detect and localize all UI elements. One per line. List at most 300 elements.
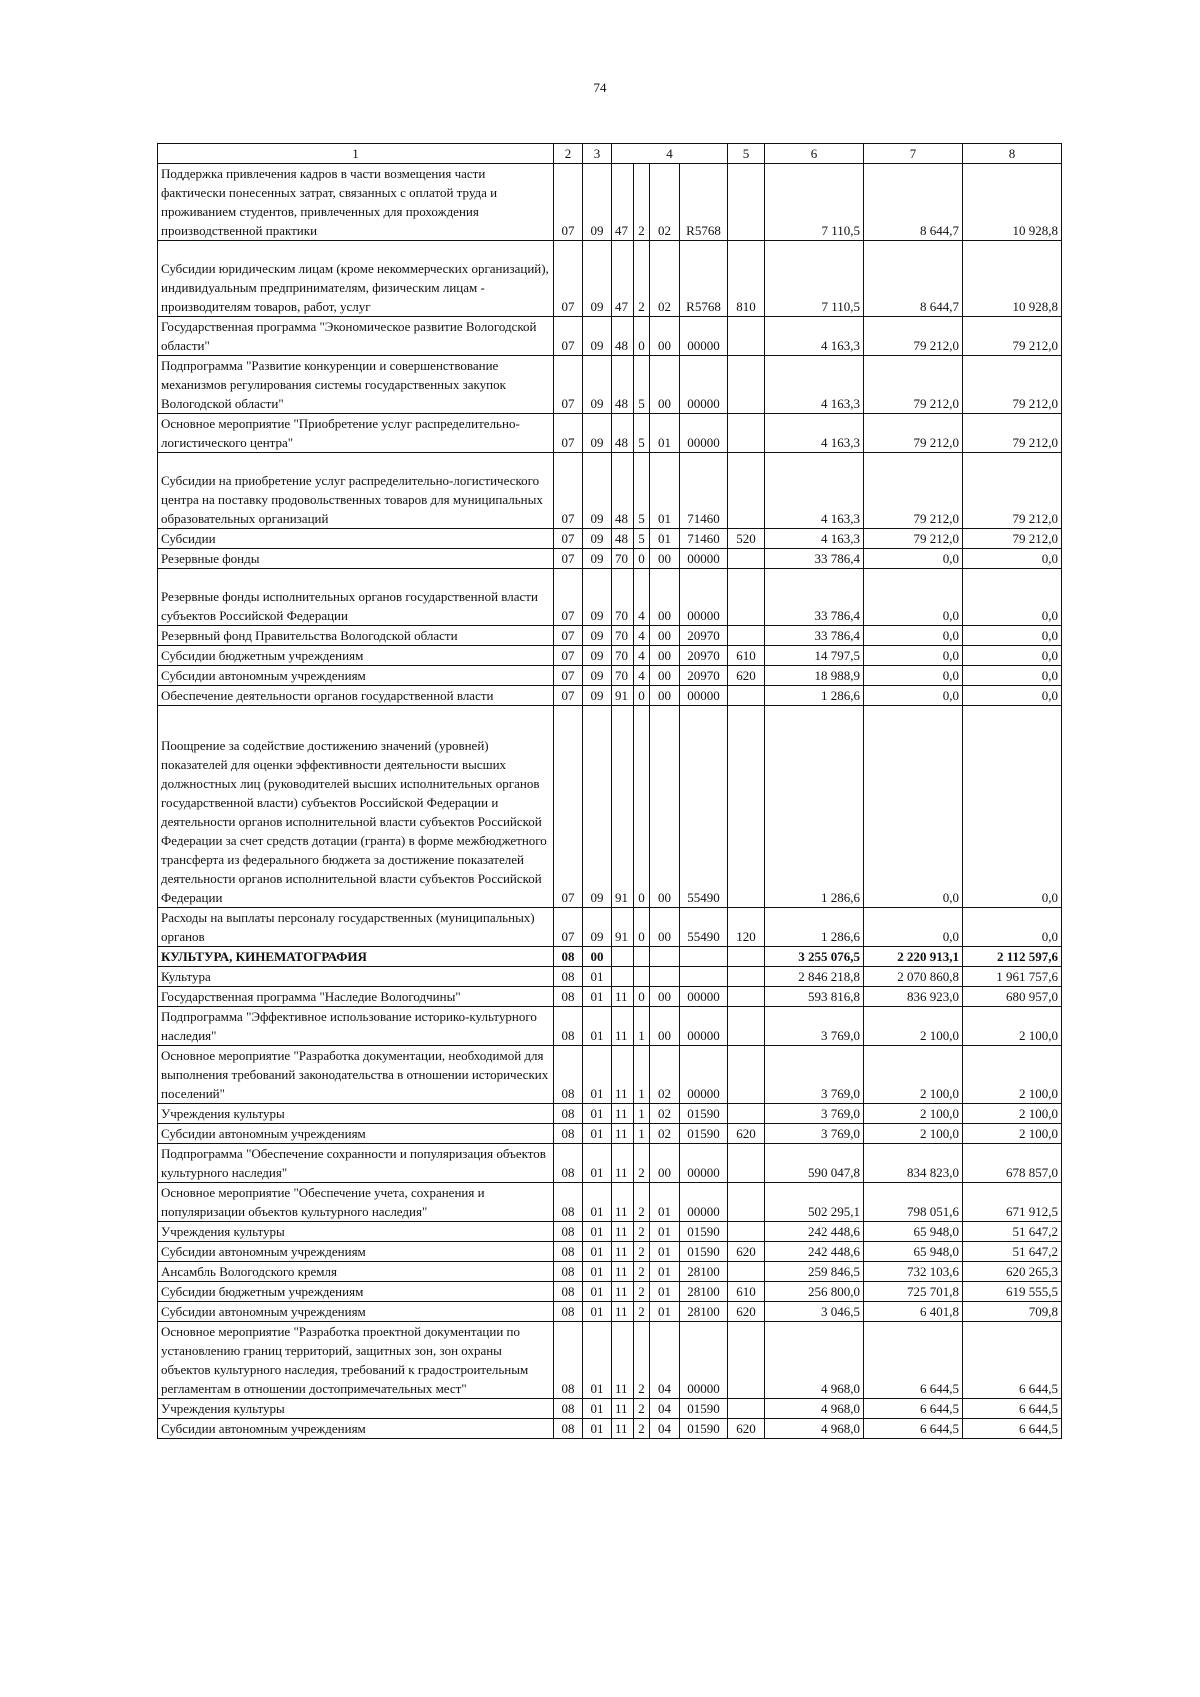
row-section: 07 (554, 241, 583, 317)
row-subprogram: 0 (634, 987, 650, 1007)
row-name: Расходы на выплаты персоналу государственных (муниципальных) органов (158, 908, 554, 947)
row-subsection: 09 (583, 317, 612, 356)
row-amount-year-1: 4 163,3 (765, 356, 864, 414)
row-program: 48 (612, 529, 634, 549)
table-row (158, 241, 1062, 317)
row-subsection: 01 (583, 1399, 612, 1419)
row-amount-year-2: 79 212,0 (864, 529, 963, 549)
row-direction: 00 (650, 666, 680, 686)
row-expense-code: 00000 (680, 356, 728, 414)
row-direction: 01 (650, 1183, 680, 1222)
row-amount-year-1: 3 769,0 (765, 1007, 864, 1046)
table-row (158, 987, 1062, 1007)
row-amount-year-2: 6 401,8 (864, 1302, 963, 1322)
table-row (158, 1007, 1062, 1046)
table-row (158, 1419, 1062, 1439)
row-amount-year-3: 6 644,5 (963, 1322, 1062, 1399)
row-amount-year-2: 834 823,0 (864, 1144, 963, 1183)
row-expense-type: 520 (728, 529, 765, 549)
row-expense-type (728, 1183, 765, 1222)
row-subsection: 09 (583, 164, 612, 241)
row-section: 08 (554, 1222, 583, 1242)
row-direction: 04 (650, 1399, 680, 1419)
row-amount-year-3: 10 928,8 (963, 241, 1062, 317)
row-subsection: 09 (583, 908, 612, 947)
row-subprogram: 5 (634, 529, 650, 549)
row-expense-code: 28100 (680, 1262, 728, 1282)
row-amount-year-3: 6 644,5 (963, 1399, 1062, 1419)
row-expense-code: 71460 (680, 453, 728, 529)
row-amount-year-3: 680 957,0 (963, 987, 1062, 1007)
row-expense-type (728, 1222, 765, 1242)
row-amount-year-2: 0,0 (864, 706, 963, 908)
row-subsection: 09 (583, 241, 612, 317)
row-expense-code: R5768 (680, 164, 728, 241)
row-amount-year-2: 79 212,0 (864, 414, 963, 453)
row-subprogram: 5 (634, 453, 650, 529)
row-expense-type (728, 1104, 765, 1124)
row-name: Основное мероприятие "Обеспечение учета, сохранения и популяризации объектов культурного наследия" (158, 1183, 554, 1222)
row-program: 70 (612, 646, 634, 666)
row-expense-code: 00000 (680, 1046, 728, 1104)
row-amount-year-3: 620 265,3 (963, 1262, 1062, 1282)
row-subsection: 09 (583, 453, 612, 529)
row-direction: 00 (650, 686, 680, 706)
row-amount-year-3: 0,0 (963, 646, 1062, 666)
row-expense-code: 20970 (680, 666, 728, 686)
row-subsection: 01 (583, 1262, 612, 1282)
row-expense-type: 620 (728, 1242, 765, 1262)
row-amount-year-3: 6 644,5 (963, 1419, 1062, 1439)
row-name: Государственная программа "Наследие Вологодчины" (158, 987, 554, 1007)
row-expense-code: 20970 (680, 646, 728, 666)
row-amount-year-2: 0,0 (864, 666, 963, 686)
row-program: 70 (612, 549, 634, 569)
row-program: 11 (612, 1262, 634, 1282)
row-amount-year-1: 3 255 076,5 (765, 947, 864, 967)
row-amount-year-2: 0,0 (864, 626, 963, 646)
row-subprogram (634, 967, 650, 987)
row-subprogram: 2 (634, 241, 650, 317)
row-expense-code: 01590 (680, 1104, 728, 1124)
row-program (612, 967, 634, 987)
row-amount-year-3: 1 961 757,6 (963, 967, 1062, 987)
row-amount-year-1: 1 286,6 (765, 908, 864, 947)
row-expense-code: 00000 (680, 1144, 728, 1183)
row-subsection: 09 (583, 706, 612, 908)
row-amount-year-1: 590 047,8 (765, 1144, 864, 1183)
row-program: 11 (612, 1144, 634, 1183)
row-direction: 01 (650, 414, 680, 453)
row-name: Основное мероприятие "Приобретение услуг распределительно-логистического центра" (158, 414, 554, 453)
row-section: 08 (554, 1183, 583, 1222)
row-subsection: 09 (583, 626, 612, 646)
row-section: 08 (554, 1399, 583, 1419)
table-row (158, 1322, 1062, 1399)
row-amount-year-3: 51 647,2 (963, 1222, 1062, 1242)
row-amount-year-1: 502 295,1 (765, 1183, 864, 1222)
row-expense-code: 55490 (680, 908, 728, 947)
row-amount-year-3: 79 212,0 (963, 453, 1062, 529)
row-subprogram: 0 (634, 706, 650, 908)
row-amount-year-1: 593 816,8 (765, 987, 864, 1007)
header-col-5: 5 (728, 144, 765, 164)
row-subsection: 01 (583, 987, 612, 1007)
row-expense-type (728, 1399, 765, 1419)
row-expense-code: 00000 (680, 686, 728, 706)
row-subprogram: 0 (634, 686, 650, 706)
row-expense-type: 620 (728, 666, 765, 686)
row-name: Субсидии бюджетным учреждениям (158, 1282, 554, 1302)
row-section: 08 (554, 1282, 583, 1302)
row-amount-year-1: 242 448,6 (765, 1242, 864, 1262)
table-row (158, 549, 1062, 569)
row-amount-year-1: 1 286,6 (765, 686, 864, 706)
row-amount-year-2: 8 644,7 (864, 164, 963, 241)
page-number: 74 (593, 80, 607, 95)
row-expense-type (728, 453, 765, 529)
budget-table (157, 143, 1062, 1439)
row-name: Субсидии автономным учреждениям (158, 1124, 554, 1144)
row-program: 11 (612, 1124, 634, 1144)
row-subsection: 01 (583, 1007, 612, 1046)
row-amount-year-2: 6 644,5 (864, 1399, 963, 1419)
row-subprogram: 2 (634, 1322, 650, 1399)
row-expense-type (728, 686, 765, 706)
row-name: КУЛЬТУРА, КИНЕМАТОГРАФИЯ (158, 947, 554, 967)
row-amount-year-3: 0,0 (963, 549, 1062, 569)
row-amount-year-2: 79 212,0 (864, 317, 963, 356)
row-name: Ансамбль Вологодского кремля (158, 1262, 554, 1282)
row-program: 48 (612, 453, 634, 529)
row-expense-code: 28100 (680, 1302, 728, 1322)
row-amount-year-1: 4 968,0 (765, 1322, 864, 1399)
row-amount-year-1: 4 163,3 (765, 453, 864, 529)
row-amount-year-2: 6 644,5 (864, 1419, 963, 1439)
table-row (158, 453, 1062, 529)
row-expense-type (728, 317, 765, 356)
row-section: 08 (554, 1007, 583, 1046)
row-name: Основное мероприятие "Разработка проектной документации по установлению границ территорий, защитных зон, зон охраны объектов культурного наследия, требований к градостроительным регламентам в отношении достопримечательных мест" (158, 1322, 554, 1399)
row-amount-year-3: 619 555,5 (963, 1282, 1062, 1302)
row-expense-code: 00000 (680, 1007, 728, 1046)
row-name: Субсидии (158, 529, 554, 549)
row-amount-year-1: 4 163,3 (765, 414, 864, 453)
row-name: Учреждения культуры (158, 1222, 554, 1242)
row-direction: 00 (650, 356, 680, 414)
row-name: Государственная программа "Экономическое развитие Вологодской области" (158, 317, 554, 356)
row-amount-year-1: 33 786,4 (765, 549, 864, 569)
row-amount-year-3: 79 212,0 (963, 356, 1062, 414)
row-section: 08 (554, 967, 583, 987)
row-name: Подпрограмма "Обеспечение сохранности и популяризация объектов культурного наследия" (158, 1144, 554, 1183)
row-subprogram: 1 (634, 1007, 650, 1046)
table-row (158, 967, 1062, 987)
row-subsection: 09 (583, 646, 612, 666)
row-expense-type (728, 414, 765, 453)
table-row (158, 666, 1062, 686)
row-name: Культура (158, 967, 554, 987)
table-row (158, 1282, 1062, 1302)
row-expense-code: 20970 (680, 626, 728, 646)
row-amount-year-1: 14 797,5 (765, 646, 864, 666)
row-amount-year-1: 256 800,0 (765, 1282, 864, 1302)
row-amount-year-3: 79 212,0 (963, 529, 1062, 549)
row-amount-year-1: 3 769,0 (765, 1046, 864, 1104)
row-subsection: 01 (583, 1322, 612, 1399)
row-expense-type (728, 706, 765, 908)
row-expense-type (728, 947, 765, 967)
row-subprogram: 2 (634, 1419, 650, 1439)
row-program: 70 (612, 666, 634, 686)
row-section: 07 (554, 549, 583, 569)
row-section: 08 (554, 1144, 583, 1183)
row-subprogram: 5 (634, 356, 650, 414)
row-program: 47 (612, 241, 634, 317)
row-amount-year-1: 4 968,0 (765, 1419, 864, 1439)
row-section: 08 (554, 947, 583, 967)
row-amount-year-2: 79 212,0 (864, 453, 963, 529)
row-amount-year-3: 0,0 (963, 908, 1062, 947)
row-expense-type (728, 1322, 765, 1399)
row-subprogram: 5 (634, 414, 650, 453)
row-program: 11 (612, 1007, 634, 1046)
table-row (158, 1399, 1062, 1419)
row-program: 91 (612, 686, 634, 706)
table-row (158, 1242, 1062, 1262)
row-subsection: 01 (583, 1183, 612, 1222)
row-direction: 00 (650, 908, 680, 947)
row-amount-year-2: 798 051,6 (864, 1183, 963, 1222)
row-amount-year-3: 671 912,5 (963, 1183, 1062, 1222)
row-amount-year-2: 836 923,0 (864, 987, 963, 1007)
row-amount-year-2: 0,0 (864, 646, 963, 666)
row-amount-year-3: 10 928,8 (963, 164, 1062, 241)
header-col-3: 3 (583, 144, 612, 164)
row-amount-year-1: 7 110,5 (765, 241, 864, 317)
row-section: 07 (554, 414, 583, 453)
row-amount-year-2: 65 948,0 (864, 1222, 963, 1242)
row-direction: 00 (650, 626, 680, 646)
row-program: 11 (612, 1222, 634, 1242)
row-section: 08 (554, 1262, 583, 1282)
row-program: 11 (612, 1399, 634, 1419)
row-amount-year-3: 79 212,0 (963, 317, 1062, 356)
row-subprogram: 1 (634, 1124, 650, 1144)
row-expense-type (728, 967, 765, 987)
table-row (158, 1144, 1062, 1183)
row-amount-year-1: 3 046,5 (765, 1302, 864, 1322)
row-name: Резервные фонды (158, 549, 554, 569)
row-section: 07 (554, 908, 583, 947)
row-subsection: 01 (583, 1124, 612, 1144)
row-expense-code: 01590 (680, 1124, 728, 1144)
row-section: 07 (554, 164, 583, 241)
table-row (158, 414, 1062, 453)
row-subprogram (634, 947, 650, 967)
header-col-6: 6 (765, 144, 864, 164)
row-subsection: 09 (583, 686, 612, 706)
row-amount-year-2: 79 212,0 (864, 356, 963, 414)
row-expense-code: 00000 (680, 1322, 728, 1399)
row-direction: 01 (650, 1222, 680, 1242)
row-amount-year-2: 6 644,5 (864, 1322, 963, 1399)
row-expense-code: 01590 (680, 1399, 728, 1419)
row-direction: 00 (650, 646, 680, 666)
row-program: 11 (612, 1242, 634, 1262)
row-section: 07 (554, 453, 583, 529)
row-subprogram: 2 (634, 1399, 650, 1419)
row-amount-year-2: 2 100,0 (864, 1046, 963, 1104)
row-subsection: 01 (583, 1104, 612, 1124)
row-expense-code: 71460 (680, 529, 728, 549)
row-subsection: 09 (583, 549, 612, 569)
row-expense-code (680, 967, 728, 987)
row-subprogram: 4 (634, 666, 650, 686)
row-amount-year-2: 2 100,0 (864, 1104, 963, 1124)
row-expense-type (728, 626, 765, 646)
row-name: Обеспечение деятельности органов государственной власти (158, 686, 554, 706)
row-subsection: 00 (583, 947, 612, 967)
row-name: Основное мероприятие "Разработка документации, необходимой для выполнения требований законодательства в отношении исторических поселений" (158, 1046, 554, 1104)
row-section: 08 (554, 1302, 583, 1322)
row-subprogram: 2 (634, 1144, 650, 1183)
row-program: 48 (612, 317, 634, 356)
row-amount-year-2: 2 070 860,8 (864, 967, 963, 987)
row-expense-type (728, 1144, 765, 1183)
row-amount-year-1: 259 846,5 (765, 1262, 864, 1282)
row-direction: 00 (650, 549, 680, 569)
row-direction: 01 (650, 453, 680, 529)
table-row (158, 1302, 1062, 1322)
row-direction: 01 (650, 1262, 680, 1282)
row-amount-year-3: 709,8 (963, 1302, 1062, 1322)
row-amount-year-2: 0,0 (864, 569, 963, 626)
row-program: 11 (612, 1104, 634, 1124)
header-col-2: 2 (554, 144, 583, 164)
row-direction: 01 (650, 1302, 680, 1322)
row-section: 08 (554, 1124, 583, 1144)
row-section: 08 (554, 1419, 583, 1439)
row-subsection: 01 (583, 1046, 612, 1104)
header-col-8: 8 (963, 144, 1062, 164)
table-row (158, 317, 1062, 356)
table-row (158, 1046, 1062, 1104)
row-amount-year-1: 1 286,6 (765, 706, 864, 908)
row-program: 11 (612, 1183, 634, 1222)
row-section: 07 (554, 686, 583, 706)
row-subsection: 01 (583, 1222, 612, 1242)
row-section: 08 (554, 987, 583, 1007)
row-subprogram: 2 (634, 164, 650, 241)
table-row (158, 686, 1062, 706)
row-name: Субсидии юридическим лицам (кроме некоммерческих организаций), индивидуальным предпринимателям, физическим лицам - производителям товаров, работ, услуг (158, 241, 554, 317)
row-subsection: 01 (583, 967, 612, 987)
row-amount-year-1: 33 786,4 (765, 569, 864, 626)
row-subprogram: 0 (634, 317, 650, 356)
row-subprogram: 2 (634, 1222, 650, 1242)
row-amount-year-3: 678 857,0 (963, 1144, 1062, 1183)
row-program: 70 (612, 569, 634, 626)
row-program: 11 (612, 1322, 634, 1399)
row-expense-type: 610 (728, 646, 765, 666)
row-amount-year-2: 732 103,6 (864, 1262, 963, 1282)
row-amount-year-1: 3 769,0 (765, 1124, 864, 1144)
row-program: 11 (612, 987, 634, 1007)
row-amount-year-2: 0,0 (864, 686, 963, 706)
row-direction: 01 (650, 1282, 680, 1302)
row-name: Учреждения культуры (158, 1104, 554, 1124)
row-program: 11 (612, 1419, 634, 1439)
row-expense-code: 28100 (680, 1282, 728, 1302)
row-subsection: 01 (583, 1144, 612, 1183)
row-program: 11 (612, 1046, 634, 1104)
row-amount-year-3: 2 100,0 (963, 1124, 1062, 1144)
table-row (158, 626, 1062, 646)
row-expense-type: 810 (728, 241, 765, 317)
row-amount-year-2: 725 701,8 (864, 1282, 963, 1302)
table-row (158, 1183, 1062, 1222)
row-name: Субсидии бюджетным учреждениям (158, 646, 554, 666)
row-direction: 00 (650, 1007, 680, 1046)
row-direction: 02 (650, 241, 680, 317)
row-expense-type (728, 1262, 765, 1282)
row-amount-year-2: 2 100,0 (864, 1007, 963, 1046)
row-program: 47 (612, 164, 634, 241)
row-direction: 02 (650, 1104, 680, 1124)
row-direction: 02 (650, 1046, 680, 1104)
row-amount-year-3: 2 100,0 (963, 1046, 1062, 1104)
row-section: 08 (554, 1104, 583, 1124)
row-name: Субсидии автономным учреждениям (158, 1242, 554, 1262)
row-name: Субсидии на приобретение услуг распределительно-логистического центра на поставку продовольственных товаров для муниципальных образовательных организаций (158, 453, 554, 529)
row-expense-code: 00000 (680, 569, 728, 626)
row-amount-year-2: 0,0 (864, 908, 963, 947)
row-subsection: 09 (583, 356, 612, 414)
row-amount-year-3: 2 100,0 (963, 1007, 1062, 1046)
table-row (158, 1222, 1062, 1242)
row-expense-code (680, 947, 728, 967)
row-amount-year-2: 2 220 913,1 (864, 947, 963, 967)
table-row (158, 1104, 1062, 1124)
row-section: 07 (554, 569, 583, 626)
row-program: 91 (612, 706, 634, 908)
row-program: 91 (612, 908, 634, 947)
row-section: 07 (554, 706, 583, 908)
row-subprogram: 2 (634, 1242, 650, 1262)
row-section: 07 (554, 317, 583, 356)
row-subsection: 09 (583, 414, 612, 453)
row-subprogram: 2 (634, 1282, 650, 1302)
row-amount-year-2: 65 948,0 (864, 1242, 963, 1262)
row-amount-year-1: 4 163,3 (765, 317, 864, 356)
row-amount-year-1: 2 846 218,8 (765, 967, 864, 987)
row-amount-year-1: 18 988,9 (765, 666, 864, 686)
row-expense-code: 01590 (680, 1222, 728, 1242)
row-direction: 01 (650, 529, 680, 549)
row-expense-type: 610 (728, 1282, 765, 1302)
row-amount-year-1: 33 786,4 (765, 626, 864, 646)
row-direction (650, 967, 680, 987)
row-amount-year-1: 4 163,3 (765, 529, 864, 549)
row-subsection: 01 (583, 1302, 612, 1322)
row-name: Поддержка привлечения кадров в части возмещения части фактически понесенных затрат, связанных с оплатой труда и проживанием студентов, привлеченных для прохождения производственной практики (158, 164, 554, 241)
row-subprogram: 1 (634, 1104, 650, 1124)
row-expense-type: 620 (728, 1124, 765, 1144)
row-expense-type (728, 569, 765, 626)
row-name: Поощрение за содействие достижению значений (уровней) показателей для оценки эффективности деятельности высших должностных лиц (руководителей высших исполнительных органов государственной власти) субъектов Российской Федерации и деятельности органов исполнительной власти субъектов Российской Федерации за счет средств дотации (гранта) в форме межбюджетного трансферта из федерального бюджета за достижение показателей деятельности органов исполнительной власти субъектов Российской Федерации (158, 706, 554, 908)
row-amount-year-3: 79 212,0 (963, 414, 1062, 453)
